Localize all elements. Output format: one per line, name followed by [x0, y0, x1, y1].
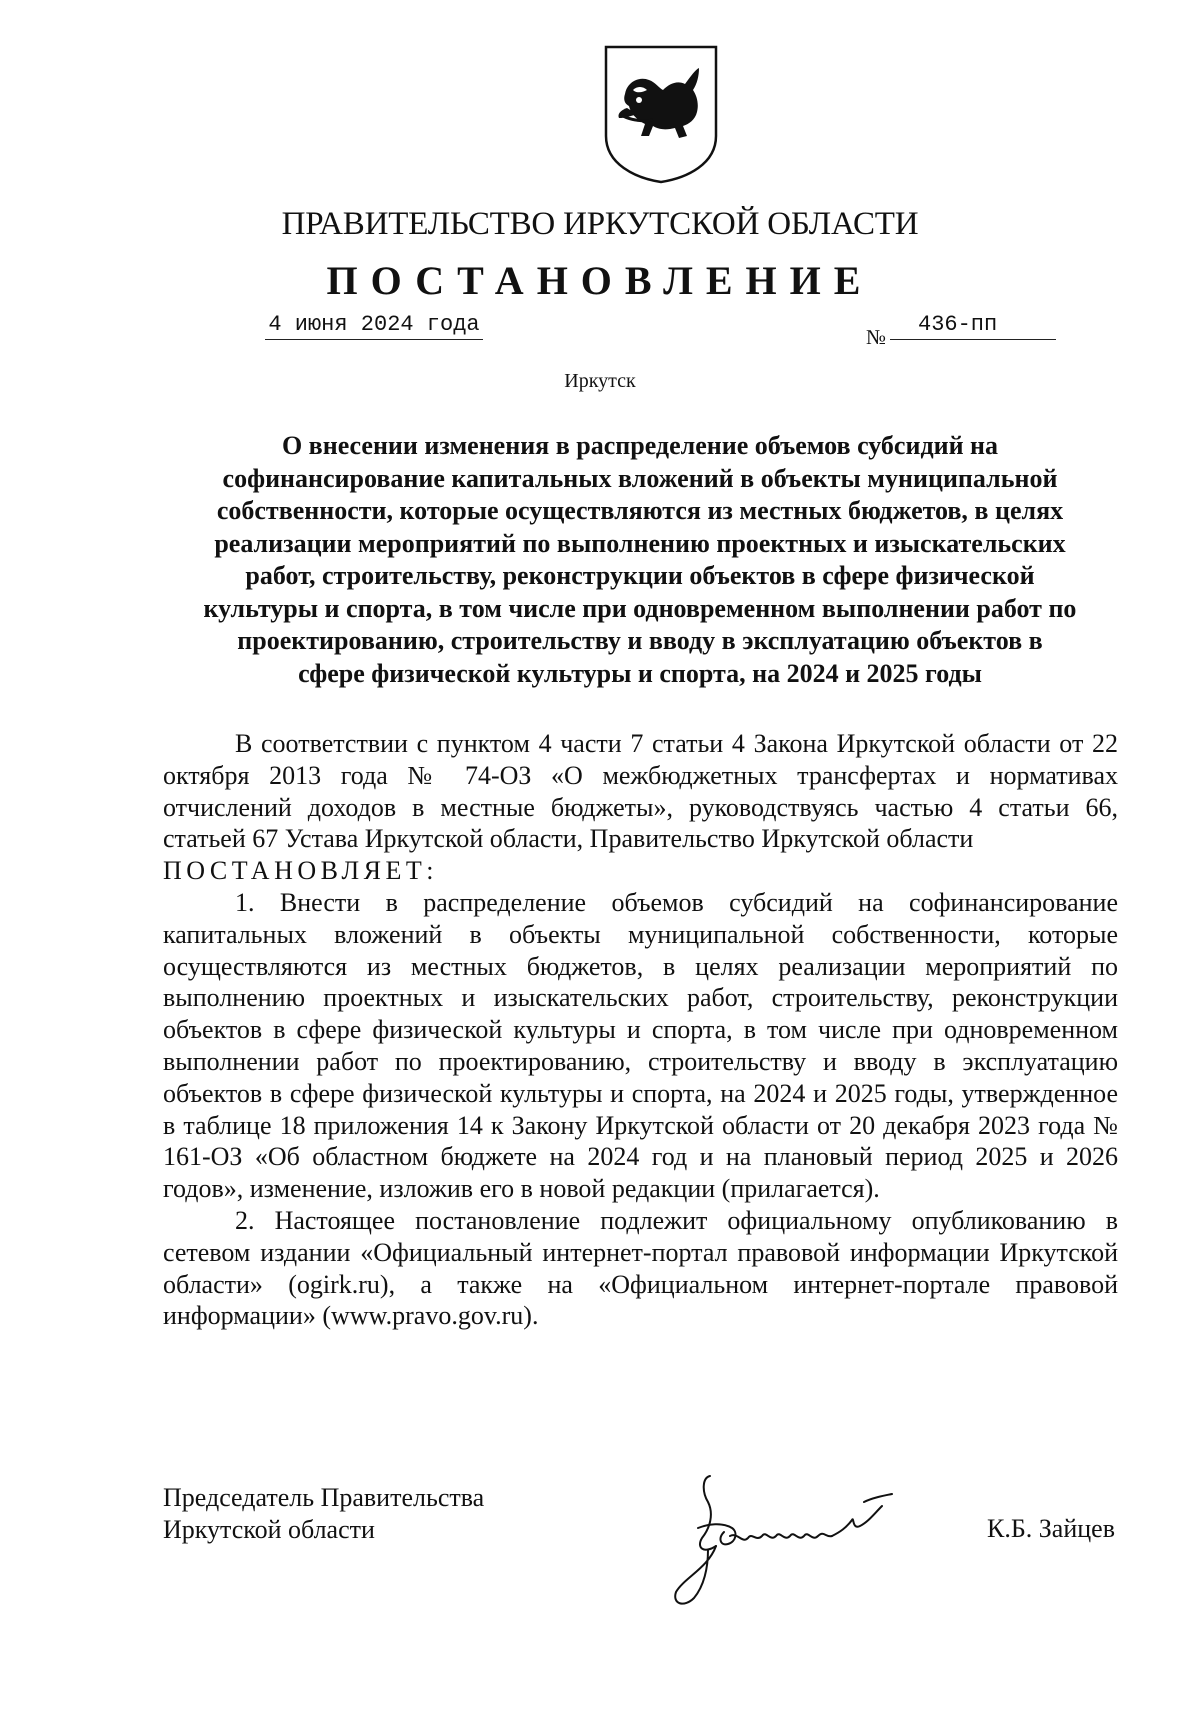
handwritten-signature-icon: [668, 1458, 918, 1614]
title-line: софинансирование капитальных вложений в объекты муниципальной: [222, 463, 1058, 493]
item-1-paragraph: 1. Внести в распределение объемов субсидий на софинансирование капитальных вложений в объекты муниципальной собственности, которые осуществляются из местных бюджетов, в целях реализации мероприятий по выполнению проектных и изыскательских работ, строительству, реконструкции объектов в сфере физической культуры и спорта, в том числе при одновременном выполнении работ по проектированию, строительству и вводу в эксплуатацию объектов в сфере физической культуры и спорта, на 2024 и 2025 годы, утвержденное в таблице 18 приложения 14 к Закону Иркутской области от 20 декабря 2023 года № 161-ОЗ «Об областном бюджете на 2024 год и на плановый период 2025 и 2026 годов», изменение, изложив его в новой редакции (прилагается).: [163, 887, 1118, 1204]
position-line-2: Иркутской области: [163, 1514, 375, 1544]
position-line-1: Председатель Правительства: [163, 1483, 485, 1512]
ordain-heading: ПОСТАНОВЛЯЕТ:: [163, 856, 438, 886]
item-2-paragraph: 2. Настоящее постановление подлежит официальному опубликованию в сетевом издании «Официальный интернет-портал правовой информации Иркутской области» (ogirk.ru), а также на «Официальном интернет-портале правовой информации» (www.pravo.gov.ru).: [163, 1205, 1118, 1331]
title-line: проектированию, строительству и вводу в эксплуатацию объектов в: [237, 626, 1043, 655]
title-line: культуры и спорта, в том числе при одновременном выполнении работ по: [203, 593, 1077, 623]
coat-of-arms-icon: [603, 44, 719, 184]
title-line: реализации мероприятий по выполнению проектных и изыскательских: [214, 528, 1066, 558]
title-line: собственности, которые осуществляются из местных бюджетов, в целях: [216, 496, 1064, 525]
government-name: ПРАВИТЕЛЬСТВО ИРКУТСКОЙ ОБЛАСТИ: [281, 206, 919, 242]
document-date: 4 июня 2024 года: [265, 312, 483, 340]
title-line: работ, строительству, реконструкции объектов в сфере физической: [245, 561, 1035, 590]
document-title: [160, 430, 1120, 690]
signatory-name: К.Б. Зайцев: [987, 1514, 1115, 1543]
document-type: ПОСТАНОВЛЕНИЕ: [326, 258, 874, 303]
signatory-position: [163, 1482, 484, 1546]
document-number: 436-пп: [890, 312, 1056, 340]
preamble-paragraph: В соответствии с пунктом 4 части 7 статьи 4 Закона Иркутской области от 22 октября 2013 года № 74-ОЗ «О межбюджетных трансфертах и нормативах отчислений доходов в местные бюджеты», руководствуясь частью 4 статьи 66, статьей 67 Устава Иркутской области, Правительство Иркутской области: [163, 729, 1118, 854]
document-body: [163, 728, 1118, 1332]
title-line: О внесении изменения в распределение объемов субсидий на: [281, 431, 999, 460]
title-line: сфере физической культуры и спорта, на 2024 и 2025 годы: [298, 658, 982, 688]
city: Иркутск: [564, 370, 636, 392]
number-sign: №: [866, 325, 887, 349]
